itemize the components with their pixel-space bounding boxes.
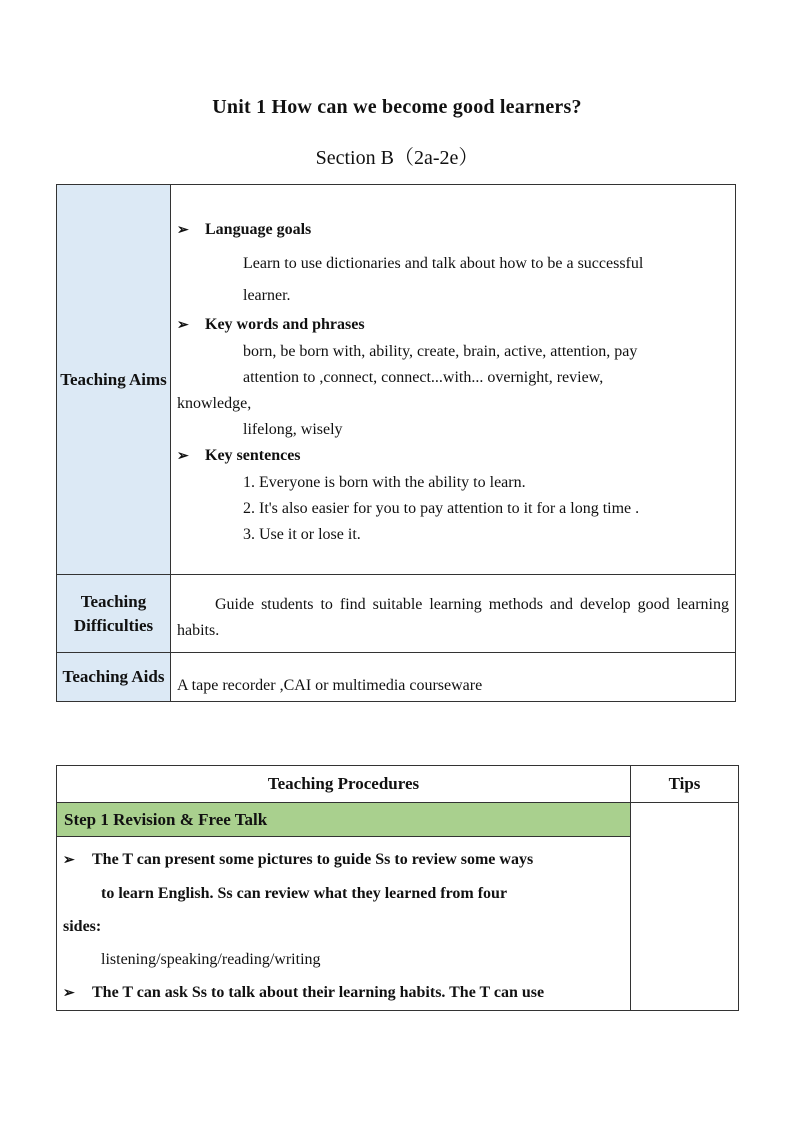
teaching-plan-table bbox=[56, 184, 736, 702]
key-sentence: 1. Everyone is born with the ability to learn. bbox=[243, 474, 526, 491]
difficulties-text: Guide students to find suitable learning methods and develop good learning habits. bbox=[177, 595, 729, 639]
difficulties-row bbox=[57, 575, 736, 653]
key-words-line: attention to ,connect, connect...with... overnight, review, bbox=[243, 369, 604, 386]
language-goals-line: learner. bbox=[243, 287, 291, 304]
procedure-line: listening/speaking/reading/writing bbox=[101, 951, 321, 968]
tips-header: Tips bbox=[631, 766, 739, 803]
aids-label: Teaching Aids bbox=[57, 653, 171, 702]
language-goals-line: Learn to use dictionaries and talk about how to be a successful bbox=[243, 255, 644, 272]
difficulties-content bbox=[171, 575, 736, 653]
key-sentence: 3. Use it or lose it. bbox=[243, 526, 361, 543]
language-goals-heading: ➢ Language goals bbox=[177, 213, 731, 248]
aids-row bbox=[57, 653, 736, 702]
procedures-header-row bbox=[57, 766, 739, 803]
procedure-item: ➢ The T can present some pictures to guide Ss to review some ways bbox=[63, 843, 626, 877]
tips-cell bbox=[631, 803, 739, 1011]
page-subtitle: Section B（2a-2e） bbox=[315, 147, 479, 169]
procedure-line: to learn English. Ss can review what they learned from four bbox=[101, 885, 508, 902]
procedures-header: Teaching Procedures bbox=[57, 766, 631, 803]
step1-body bbox=[57, 837, 631, 1011]
bullet-arrow-icon: ➢ bbox=[177, 223, 189, 238]
key-sentence: 2. It's also easier for you to pay attention to it for a long time . bbox=[243, 500, 640, 517]
aims-content bbox=[171, 185, 736, 575]
key-words-heading: ➢ Key words and phrases bbox=[177, 312, 731, 339]
step1-title: Step 1 Revision & Free Talk bbox=[57, 803, 631, 837]
aids-content bbox=[171, 653, 736, 702]
key-sentences-heading: ➢ Key sentences bbox=[177, 443, 731, 470]
key-words-line: lifelong, wisely bbox=[243, 421, 343, 438]
bullet-arrow-icon: ➢ bbox=[63, 986, 75, 1001]
aims-row bbox=[57, 185, 736, 575]
bullet-arrow-icon: ➢ bbox=[177, 318, 189, 333]
key-words-line: knowledge, bbox=[177, 395, 252, 412]
page-title: Unit 1 How can we become good learners? bbox=[212, 96, 582, 118]
step-row bbox=[57, 803, 739, 837]
procedure-line: sides: bbox=[63, 918, 102, 935]
procedures-table bbox=[56, 765, 739, 1011]
difficulties-label: Teaching Difficulties bbox=[57, 575, 171, 653]
key-words-line: born, be born with, ability, create, brain, active, attention, pay bbox=[243, 343, 638, 360]
aids-text: A tape recorder ,CAI or multimedia courseware bbox=[177, 677, 483, 694]
bullet-arrow-icon: ➢ bbox=[63, 853, 75, 868]
aims-label: Teaching Aims bbox=[57, 185, 171, 575]
procedure-item: ➢ The T can ask Ss to talk about their learning habits. The T can use bbox=[63, 976, 626, 1010]
bullet-arrow-icon: ➢ bbox=[177, 449, 189, 464]
